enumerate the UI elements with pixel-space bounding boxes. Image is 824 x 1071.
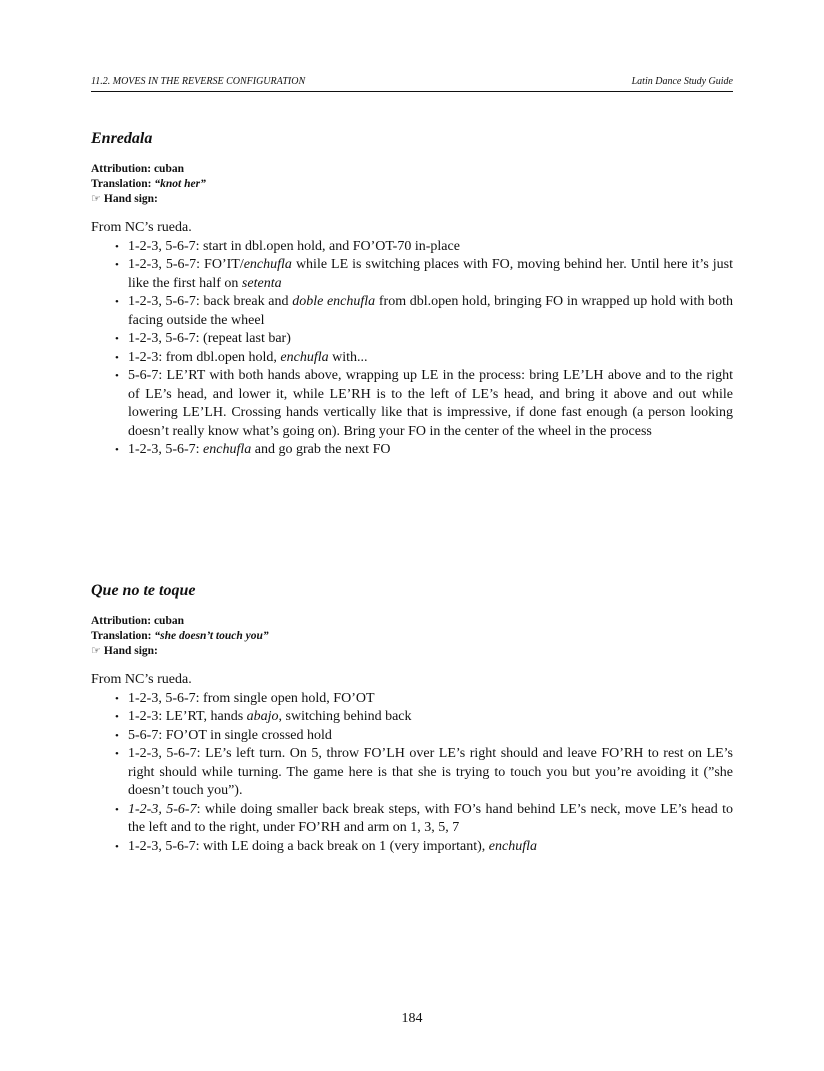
- step-emphasis: doble enchufla: [292, 294, 376, 309]
- section-title: Que no te toque: [91, 582, 196, 599]
- step-text: 1-2-3, 5-6-7: (repeat last bar): [128, 331, 291, 346]
- bullet-icon: •: [115, 444, 119, 456]
- step-text: while LE is switching places with FO, moving behind her. Until here it’s just like the first half on: [128, 257, 733, 291]
- step-item: [91, 690, 733, 709]
- step-text: 1-2-3: LE’RT, hands: [128, 709, 247, 724]
- section-que-no-te-toque: [91, 580, 733, 856]
- step-text: 5-6-7: FO’OT in single crossed hold: [128, 727, 332, 743]
- step-text: 1-2-3, 5-6-7: back break and: [128, 294, 293, 309]
- step-text: and go grab the next FO: [251, 442, 391, 457]
- translation-label: Translation:: [91, 178, 152, 190]
- step-text: from dbl.open hold, bringing FO in wrapped up hold with both facing outside the wheel: [128, 294, 733, 328]
- step-item: [91, 238, 733, 257]
- step-text: 1-2-3, 5-6-7: LE’s left turn. On 5, throw FO’LH over LE’s right should and leave FO’RH to rest on LE’s right should while turning. The game here is that she is trying to touch you but you’re avoiding it (”she doesn’t touch you”).: [128, 746, 733, 798]
- step-emphasis: enchufla: [488, 838, 538, 854]
- hand-sign-label: Hand sign:: [103, 193, 158, 205]
- step-item: [91, 349, 733, 368]
- step-text: 1-2-3, 5-6-7: from single open hold, FO’OT: [128, 690, 375, 706]
- section-meta: [91, 614, 733, 659]
- step-text: 1-2-3, 5-6-7: with LE doing a back break on 1 (very important),: [128, 838, 489, 854]
- step-item: [91, 745, 733, 801]
- running-header: [91, 75, 733, 92]
- step-list: [91, 690, 733, 857]
- step-text: 1-2-3, 5-6-7: FO’IT/: [128, 257, 244, 272]
- section-title: Enredala: [91, 130, 153, 147]
- bullet-icon: •: [115, 692, 119, 705]
- header-book-title: Latin Dance Study Guide: [631, 76, 733, 87]
- header-chapter: 11.2. MOVES IN THE REVERSE CONFIGURATION: [91, 76, 306, 87]
- translation-line: [91, 629, 733, 644]
- bullet-icon: •: [115, 840, 119, 853]
- bullet-icon: •: [115, 351, 119, 364]
- step-emphasis: enchufla: [243, 257, 292, 272]
- bullet-icon: •: [115, 240, 119, 253]
- attribution-label: Attribution:: [91, 615, 152, 627]
- bullet-icon: •: [115, 748, 119, 760]
- translation-value: “she doesn’t touch you”: [154, 630, 269, 642]
- bullet-icon: •: [115, 803, 119, 816]
- step-text: 1-2-3, 5-6-7: start in dbl.open hold, and FO’OT-70 in-place: [128, 238, 460, 254]
- step-text: 1-2-3: from dbl.open hold,: [128, 349, 281, 365]
- attribution-value: cuban: [153, 615, 184, 627]
- hand-sign-line: [91, 192, 733, 207]
- step-emphasis: 1-2-3, 5-6-7: [128, 801, 197, 817]
- hand-sign-line: [91, 644, 733, 659]
- attribution-label: Attribution:: [91, 163, 152, 175]
- bullet-icon: •: [115, 729, 119, 742]
- attribution-line: [91, 162, 733, 177]
- bullet-icon: •: [115, 370, 119, 382]
- section-enredala: [91, 128, 733, 460]
- hand-sign-label: Hand sign:: [103, 645, 158, 657]
- step-item: [91, 838, 733, 857]
- pointing-hand-icon: ☞: [91, 193, 101, 205]
- step-list: [91, 238, 733, 460]
- translation-label: Translation:: [91, 630, 152, 642]
- bullet-icon: •: [115, 711, 119, 723]
- step-item: [91, 801, 733, 838]
- step-item: [91, 330, 733, 349]
- step-text: : while doing smaller back break steps, with FO’s hand behind LE’s neck, move LE’s head to the left and to the right, under FO’RH and arm on 1, 3, 5, 7: [128, 801, 734, 835]
- translation-value: “knot her”: [154, 178, 206, 190]
- step-text: , switching behind back: [278, 709, 412, 724]
- page-number: 184: [401, 1011, 423, 1026]
- step-item: [91, 293, 733, 330]
- section-meta: [91, 162, 733, 207]
- step-item: [91, 727, 733, 746]
- bullet-icon: •: [115, 333, 119, 345]
- attribution-value: cuban: [153, 163, 184, 175]
- bullet-icon: •: [115, 259, 119, 271]
- bullet-icon: •: [115, 296, 119, 308]
- section-intro: From NC’s rueda.: [91, 672, 192, 687]
- translation-line: [91, 177, 733, 192]
- step-item: [91, 256, 733, 293]
- attribution-line: [91, 614, 733, 629]
- step-emphasis: setenta: [241, 275, 282, 291]
- step-emphasis: abajo: [246, 709, 279, 724]
- step-text: 1-2-3, 5-6-7:: [128, 442, 204, 457]
- step-item: [91, 708, 733, 727]
- step-text: 5-6-7: LE’RT with both hands above, wrapping up LE in the process: bring LE’LH above and to the right of LE’s head, and lower it, while LE’RH is to the left of LE’s head, and bring it above and out while lowering LE’LH. Crossing hands vertically like that is impressive, if done fast enough (a person looking doesn’t really know what’s going on). Bring your FO in the center of the wheel in the process: [128, 368, 733, 439]
- step-emphasis: enchufla: [203, 442, 252, 457]
- step-text: with...: [328, 349, 368, 365]
- step-emphasis: enchufla: [280, 349, 329, 365]
- pointing-hand-icon: ☞: [91, 645, 101, 657]
- step-item: [91, 441, 733, 460]
- section-intro: From NC’s rueda.: [91, 220, 192, 235]
- step-item: [91, 367, 733, 441]
